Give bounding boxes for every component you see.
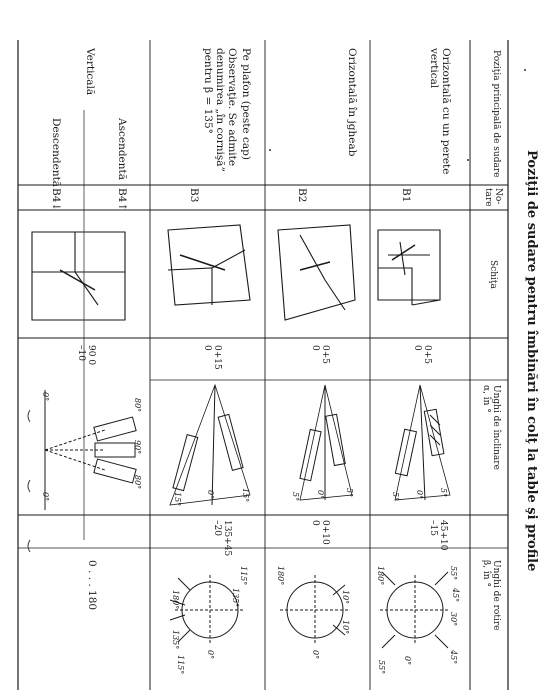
row-b2-tilt-label: 0° (316, 490, 325, 500)
row-b2-rot-label: 180° (276, 566, 285, 586)
row-b3-rot-label: 135° (171, 630, 180, 650)
row-b3-rot-label: 135° (231, 588, 240, 608)
row-b2-tilt-label: 5° (345, 488, 354, 498)
row-b4-position: Verticală (84, 48, 96, 96)
header-sketch: Schiţa (488, 260, 498, 289)
row-b4-descending-label: Descendentă (50, 118, 62, 188)
tilt-diagram-b1 (395, 385, 450, 500)
row-b4-tilt: 90 0 –10 (75, 345, 96, 366)
row-b4-ascending-notation: B4↑ (116, 188, 128, 212)
row-b1-rot-label: 180° (376, 566, 385, 586)
row-b3-tilt: 0+15 0 (201, 345, 222, 370)
sketch-b4 (32, 232, 125, 320)
row-b2-rot-label: 0° (311, 650, 320, 660)
row-b1-rot-label: 0° (403, 656, 412, 666)
row-b2-rotation: 0+10 0 (309, 520, 330, 545)
row-b1-tilt-label: 5° (391, 492, 400, 502)
row-b3-note: Observaţie. Se admite denumirea „în cornişă” pentru β = 135° (201, 48, 238, 172)
row-b2-tilt: 0+5 0 (309, 345, 330, 364)
rotation-diagram-b1 (380, 572, 450, 648)
row-b4-descending-notation: B4↓ (50, 188, 62, 212)
row-b3-tilt-label: 15° (173, 492, 182, 507)
row-b1-tilt-label: 0° (415, 490, 424, 500)
row-b3-rotation: 135+45 –20 (211, 520, 232, 557)
row-b1-rot-label: 30° (449, 612, 458, 627)
row-b3-rot-label: 0° (206, 650, 215, 660)
row-b2-tilt-label: 5° (291, 492, 300, 502)
row-b4-tilt-label: 0° (41, 392, 50, 402)
row-b3-tilt-label: 15° (241, 488, 250, 503)
header-tilt-angle: Unghi de înclinare α, în ° (480, 385, 501, 470)
sketch-b1 (378, 230, 440, 305)
row-b1-rot-label: 55° (377, 660, 386, 675)
row-b3-rot-label: 115° (176, 655, 185, 675)
row-b3-tilt-label: 0° (206, 490, 215, 500)
row-b3-position: Pe plafon (peste cap) (240, 48, 252, 160)
row-b1-position: Orizontală cu un perete vertical (427, 48, 452, 175)
row-b1-rot-label: 45° (449, 650, 458, 665)
rotation-diagram-b2 (280, 575, 350, 645)
row-b3-rot-label: 180° (171, 590, 180, 610)
tilt-diagram-b3 (170, 385, 250, 505)
row-b4-ascending-label: Ascendentă (116, 118, 128, 181)
rotation-diagram-b3 (170, 575, 245, 645)
sketch-b3 (168, 225, 250, 305)
row-b2-position: Orizontală în jgheab (346, 48, 358, 157)
row-b3-rot-label: 115° (239, 566, 248, 586)
row-b4-tilt-label: 80° (133, 475, 142, 490)
row-b2-rot-label: 10° (341, 620, 350, 635)
header-position: Poziţia principală de sudare (491, 50, 501, 178)
tilt-diagram-b2 (300, 385, 352, 500)
table-title: Poziţii de sudare pentru îmbinări în colţ la table şi profile (524, 150, 539, 572)
sketch-b2 (278, 225, 355, 320)
header-notation: No- tare (482, 188, 503, 207)
row-b3-notation: B3 (188, 188, 200, 203)
row-b4-tilt-label: 0° (41, 492, 50, 502)
row-b1-tilt: 0+5 0 (411, 345, 432, 364)
row-b1-notation: B1 (400, 188, 412, 203)
row-b4-rotation: 0 . . . 180 (86, 560, 98, 611)
row-b4-tilt-label: 80° (133, 398, 142, 413)
row-b2-rot-label: 10° (341, 590, 350, 605)
row-b2-notation: B2 (296, 188, 308, 203)
tilt-diagram-b4 (45, 390, 136, 510)
row-b1-rot-label: 45° (451, 588, 460, 603)
row-b1-rotation: 45+10 –15 (427, 520, 448, 551)
row-b1-rot-label: 55° (449, 566, 458, 581)
header-rotation-angle: Unghi de rotire β, în ° (480, 560, 501, 631)
row-b1-tilt-label: 5° (439, 488, 448, 498)
row-b4-tilt-label: 90° (133, 440, 142, 455)
